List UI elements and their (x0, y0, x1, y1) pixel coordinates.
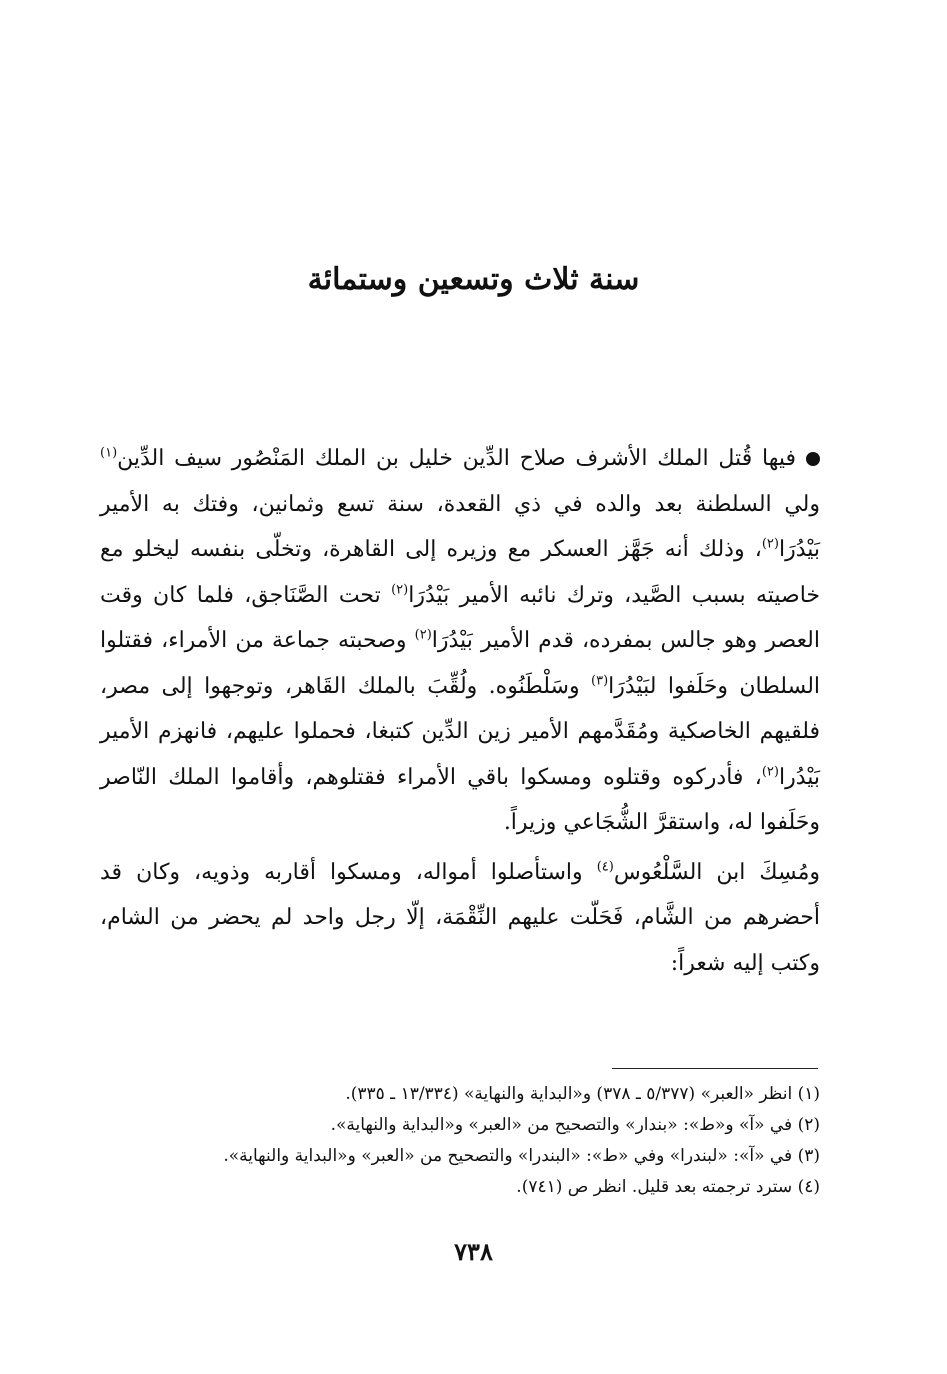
bullet-icon (806, 452, 820, 466)
page-number: ٧٣٨ (454, 1237, 493, 1266)
footnote-4: (٤) سترد ترجمته بعد قليل. انظر ص (٧٤١). (516, 1177, 820, 1197)
paragraph-2-part-1: ومُسِكَ ابن السَّلْعُوس (613, 859, 820, 885)
footnote-2: (٢) في «آ» و«ط»: «بندار» والتصحيح من «العبر» و«البداية والنهاية». (330, 1115, 820, 1135)
paragraph-1-part-2: ولي السلطنة بعد والده في ذي القعدة، سنة تسع وثمانين، وفتك به الأمير بَيْدُرَا (100, 491, 820, 562)
paragraph-1-part-5: وصحبته جماعة من الأمراء، فقتلوا السلطان وحَلَفوا لبَيْدُرَا (100, 628, 821, 699)
paragraph-1-part-4: تحت الصَّنَاجق، فلما كان وقت العصر وهو جالس بمفرده، قدم الأمير بَيْدُرَا (100, 582, 820, 653)
footnote-ref-1[interactable]: (١) (100, 445, 118, 461)
footnote-3: (٣) في «آ»: «لبندرا» وفي «ط»: «البندرا» والتصحيح من «العبر» و«البداية والنهاية». (223, 1146, 820, 1166)
paragraph-1 (100, 436, 820, 846)
footnote-ref-2[interactable]: (٢) (414, 627, 432, 643)
paragraph-1-part-6: وسَلْطَنُوه. ولُقِّبَ بالملك القَاهر، وتوجهوا إلى مصر، فلقيهم الخاصكية ومُقَدَّمهم الأمير زين الدِّين كتبغا، فحملوا عليهم، فانهزم الأمير بَيْدُرا (100, 673, 820, 790)
paragraph-1-part-1: فيها قُتل الملك الأشرف صلاح الدِّين خليل بن الملك المَنْصُور سيف الدِّين (117, 446, 796, 471)
footnote-ref-2[interactable]: (٢) (391, 582, 409, 598)
footnote-ref-2[interactable]: (٢) (761, 536, 779, 552)
footnote-ref-4[interactable]: (٤) (596, 859, 614, 875)
footnote-1: (١) انظر «العبر» (٥/٣٧٧ ـ ٣٧٨) و«البداية والنهاية» (١٣/٣٣٤ ـ ٣٣٥). (345, 1084, 820, 1104)
paragraph-1-part-3: ، وذلك أنه جَهَّز العسكر مع وزيره إلى القاهرة، وتخلّى بنفسه ليخلو مع خاصيته بسبب الصَّيد، وترك نائبه الأمير بَيْدُرَا (100, 537, 821, 608)
footnotes (150, 1079, 820, 1203)
chapter-title: سنة ثلاث وتسعين وستمائة (307, 262, 640, 297)
footnote-divider (612, 1068, 818, 1069)
paragraph-2 (100, 850, 820, 987)
footnote-ref-3[interactable]: (٣) (591, 673, 609, 689)
footnote-ref-2[interactable]: (٢) (761, 764, 779, 780)
paragraph-2-part-2: واستأصلوا أمواله، ومسكوا أقاربه وذويه، وكان قد أحضرهم من الشَّام، فَحَلّت عليهم النِّقْمَة، إلّا رجل واحد لم يحضر من الشام، وكتب إليه شعراً: (100, 859, 820, 976)
paragraph-1-part-7: ، فأدركوه وقتلوه ومسكوا باقي الأمراء فقتلوهم، وأقاموا الملك النّاصر وحَلَفوا له، واستقرَّ الشُّجَاعي وزيراً. (100, 764, 820, 835)
main-text (100, 436, 820, 986)
